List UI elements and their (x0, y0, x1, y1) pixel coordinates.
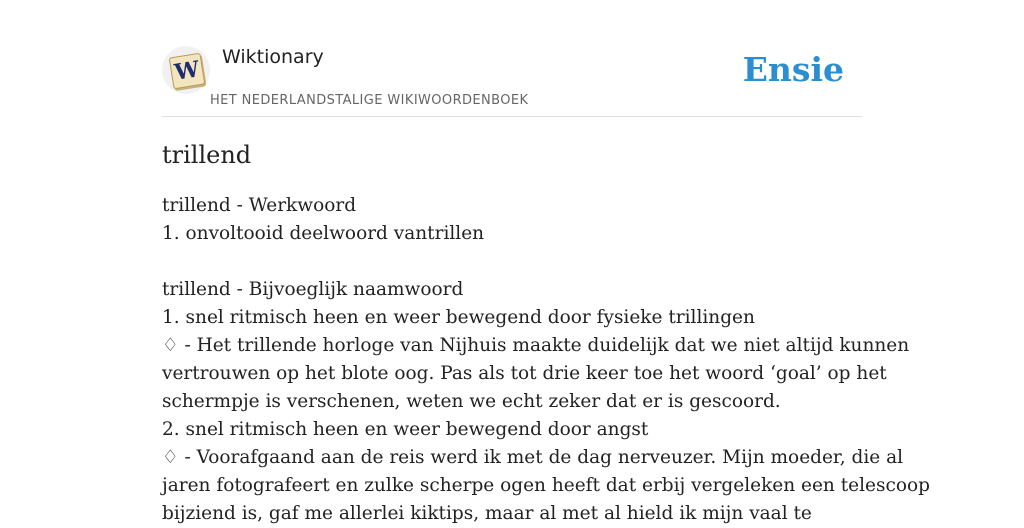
ensie-brand-link[interactable]: Ensie (742, 50, 844, 89)
site-header (162, 0, 862, 117)
example-line: ♢ - Voorafgaand aan de reis werd ik met de dag nerveuzer. Mijn moeder, die al (162, 447, 904, 468)
example-line: schermpje is verschenen, weten we echt zeker dat er is gescoord. (162, 391, 781, 412)
definition-line: 2. snel ritmisch heen en weer bewegend door angst (162, 419, 649, 440)
section-heading: trillend - Werkwoord (162, 195, 357, 216)
definition-line: 1. onvoltooid deelwoord vantrillen (162, 223, 485, 244)
logo-tile-icon (169, 53, 206, 90)
wiktionary-logo[interactable] (162, 46, 210, 94)
site-name[interactable]: Wiktionary (222, 46, 324, 68)
logo-letter: W (172, 56, 202, 86)
site-tagline: HET NEDERLANDSTALIGE WIKIWOORDENBOEK (210, 93, 529, 108)
definition-line: 1. snel ritmisch heen en weer bewegend door fysieke trillingen (162, 307, 755, 328)
example-line: bijziend is, gaf me allerlei kiktips, maar al met al hield ik mijn vaal te (162, 503, 812, 524)
example-line: ♢ - Het trillende horloge van Nijhuis maakte duidelijk dat we niet altijd kunnen (162, 335, 910, 356)
example-line: jaren fotografeert en zulke scherpe ogen heeft dat erbij vergeleken een telescoop (162, 475, 930, 496)
entry-content (162, 192, 930, 528)
section-heading: trillend - Bijvoeglijk naamwoord (162, 279, 464, 300)
entry-title: trillend (162, 141, 252, 169)
example-line: vertrouwen op het blote oog. Pas als tot drie keer toe het woord ‘goal’ op het (162, 363, 887, 384)
section-spacer (162, 248, 862, 276)
